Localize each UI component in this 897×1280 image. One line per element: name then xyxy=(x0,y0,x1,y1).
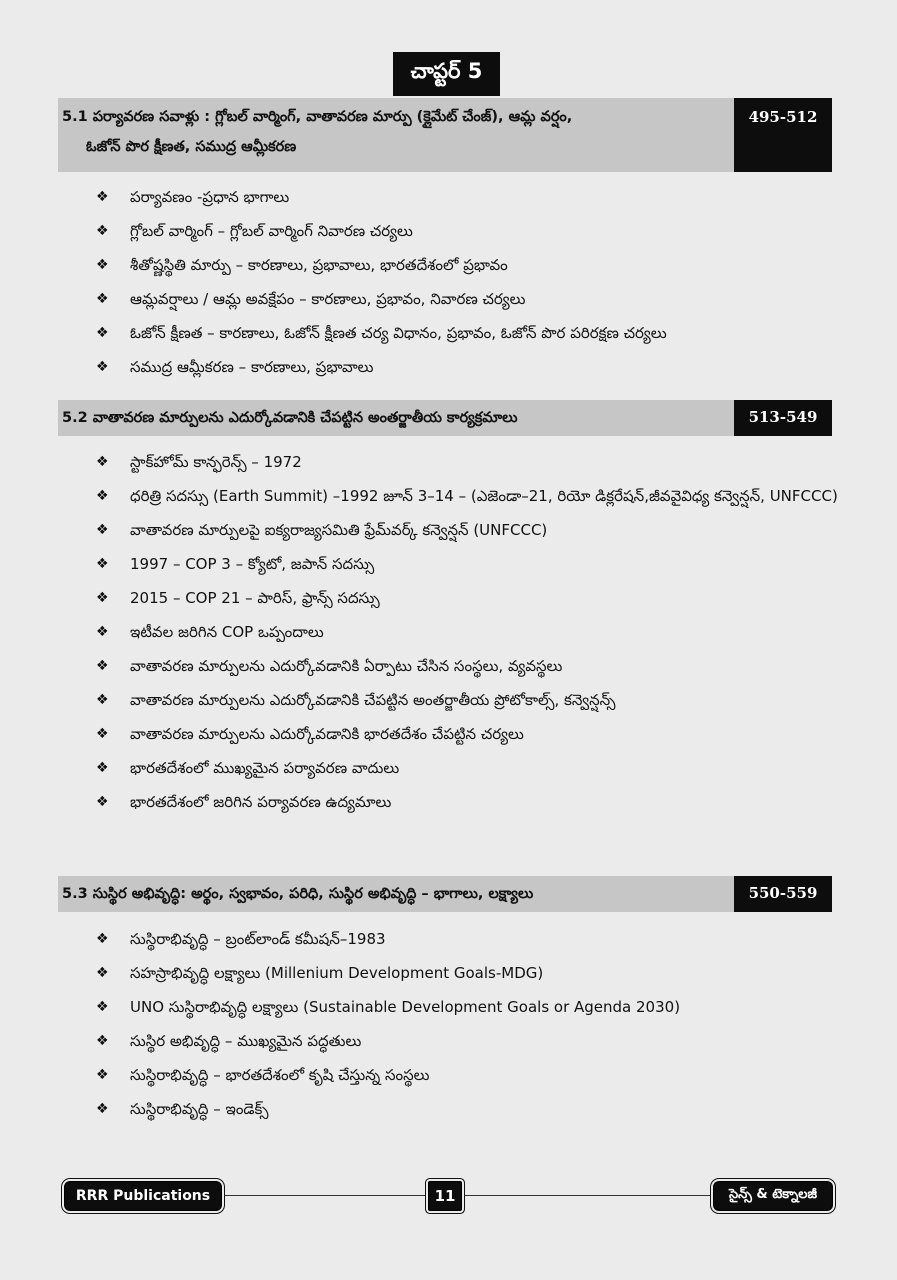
topic-list-5-1 xyxy=(96,180,846,384)
list-item: ❖ UNO సుస్థిరాభివృద్ధి లక్ష్యాలు (Sustainable Development Goals or Agenda 2030) xyxy=(96,990,846,1024)
list-item: ❖ ధరిత్రి సదస్సు (Earth Summit) –1992 జూన్ 3–14 – (ఎజెండా–21, రియో డిక్లరేషన్,జీవవైవిధ్య కన్వెన్షన్, UNFCCC) xyxy=(96,479,846,513)
list-item: ❖ పర్యావణం -ప్రధాన భాగాలు xyxy=(96,180,846,214)
list-item: ❖ 1997 – COP 3 – క్యోటో, జపాన్ సదస్సు xyxy=(96,547,846,581)
section-title xyxy=(58,400,832,436)
list-item: ❖ 2015 – COP 21 – పారిస్, ఫ్రాన్స్ సదస్సు xyxy=(96,581,846,615)
list-item: ❖ వాతావరణ మార్పులపై ఐక్యరాజ్యసమితి ఫ్రేమ్‌వర్క్ కన్వెన్షన్ (UNFCCC) xyxy=(96,513,846,547)
list-item: ❖ సముద్ర ఆమ్లీకరణ – కారణాలు, ప్రభావాలు xyxy=(96,350,846,384)
bullet-icon: ❖ xyxy=(96,999,109,1015)
bullet-icon: ❖ xyxy=(96,692,109,708)
bullet-icon: ❖ xyxy=(96,488,109,504)
bullet-icon: ❖ xyxy=(96,726,109,742)
bullet-icon: ❖ xyxy=(96,556,109,572)
bullet-icon: ❖ xyxy=(96,760,109,776)
section-title-line1: 5.3 సుస్థిర అభివృద్ధి: అర్థం, స్వభావం, పరిధి, సుస్థిర అభివృద్ధి – భాగాలు, లక్ష్యాలు xyxy=(62,886,534,902)
bullet-icon: ❖ xyxy=(96,794,109,810)
list-item: ❖ ఆమ్లవర్షాలు / ఆమ్ల అవక్షేపం – కారణాలు, ప్రభావం, నివారణ చర్యలు xyxy=(96,282,846,316)
bullet-icon: ❖ xyxy=(96,359,109,375)
section-title-line1: 5.2 వాతావరణ మార్పులను ఎదుర్కోవడానికి చేపట్టిన అంతర్జాతీయ కార్యక్రమాలు xyxy=(62,410,518,426)
bullet-icon: ❖ xyxy=(96,931,109,947)
section-title xyxy=(58,876,832,912)
bullet-icon: ❖ xyxy=(96,522,109,538)
list-item: ❖ స్టాక్‌హోమ్ కాన్ఫరెన్స్ – 1972 xyxy=(96,445,846,479)
list-item: ❖ భారతదేశంలో జరిగిన పర్యావరణ ఉద్యమాలు xyxy=(96,785,846,819)
list-item: ❖ సుస్థిరాభివృద్ధి – బ్రంట్‌లాండ్ కమీషన్–1983 xyxy=(96,922,846,956)
list-item: ❖ ఓజోన్ క్షీణత – కారణాలు, ఓజోన్ క్షీణత చర్య విధానం, ప్రభావం, ఓజోన్ పొర పరిరక్షణ చర్యలు xyxy=(96,316,846,350)
bullet-icon: ❖ xyxy=(96,658,109,674)
section-title-line1: 5.1 పర్యావరణ సవాళ్లు : గ్లోబల్ వార్మింగ్, వాతావరణ మార్పు (క్లైమేట్ చేంజ్), ఆమ్ల వర్షం, xyxy=(62,109,573,125)
bullet-icon: ❖ xyxy=(96,965,109,981)
section-title-line2: ఓజోన్ పొర క్షీణత, సముద్ర ఆమ్లీకరణ xyxy=(86,139,297,155)
page-range: 513-549 xyxy=(734,400,832,436)
list-item: ❖ శీతోష్ణస్థితి మార్పు – కారణాలు, ప్రభావాలు, భారతదేశంలో ప్రభావం xyxy=(96,248,846,282)
list-item: ❖ భారతదేశంలో ముఖ్యమైన పర్యావరణ వాదులు xyxy=(96,751,846,785)
list-item: ❖ వాతావరణ మార్పులను ఎదుర్కోవడానికి ఏర్పాటు చేసిన సంస్థలు, వ్యవస్థలు xyxy=(96,649,846,683)
page-range: 495-512 xyxy=(734,98,832,172)
list-item: ❖ వాతావరణ మార్పులను ఎదుర్కోవడానికి చేపట్టిన అంతర్జాతీయ ప్రోటోకాల్స్, కన్వెన్షన్స్ xyxy=(96,683,846,717)
bullet-icon: ❖ xyxy=(96,590,109,606)
section-header-5-2 xyxy=(58,400,832,436)
bullet-icon: ❖ xyxy=(96,624,109,640)
section-header-5-3 xyxy=(58,876,832,912)
page-number: 11 xyxy=(428,1181,462,1211)
topic-list-5-2 xyxy=(96,445,846,819)
bullet-icon: ❖ xyxy=(96,1067,109,1083)
list-item: ❖ సుస్థిర అభివృద్ధి – ముఖ్యమైన పద్ధతులు xyxy=(96,1024,846,1058)
list-item: ❖ వాతావరణ మార్పులను ఎదుర్కోవడానికి భారతదేశం చేపట్టిన చర్యలు xyxy=(96,717,846,751)
list-item: ❖ ఇటీవల జరిగిన COP ఒప్పందాలు xyxy=(96,615,846,649)
page-range: 550-559 xyxy=(734,876,832,912)
section-title xyxy=(58,98,832,166)
bullet-icon: ❖ xyxy=(96,189,109,205)
chapter-title: చాప్టర్ 5 xyxy=(393,52,500,96)
list-item: ❖ సుస్థిరాభివృద్ధి – ఇండెక్స్ xyxy=(96,1092,846,1126)
bullet-icon: ❖ xyxy=(96,291,109,307)
list-item: ❖ సహస్రాభివృద్ధి లక్ష్యాలు (Millenium Development Goals-MDG) xyxy=(96,956,846,990)
list-item: ❖ గ్లోబల్ వార్మింగ్ – గ్లోబల్ వార్మింగ్ నివారణ చర్యలు xyxy=(96,214,846,248)
bullet-icon: ❖ xyxy=(96,325,109,341)
list-item: ❖ సుస్థిరాభివృద్ధి – భారతదేశంలో కృషి చేస్తున్న సంస్థలు xyxy=(96,1058,846,1092)
topic-list-5-3 xyxy=(96,922,846,1126)
bullet-icon: ❖ xyxy=(96,1101,109,1117)
bullet-icon: ❖ xyxy=(96,454,109,470)
bullet-icon: ❖ xyxy=(96,1033,109,1049)
bullet-icon: ❖ xyxy=(96,223,109,239)
subject-badge: సైన్స్ & టెక్నాలజీ xyxy=(713,1181,833,1211)
section-header-5-1 xyxy=(58,98,832,172)
publisher-badge: RRR Publications xyxy=(64,1181,222,1211)
bullet-icon: ❖ xyxy=(96,257,109,273)
